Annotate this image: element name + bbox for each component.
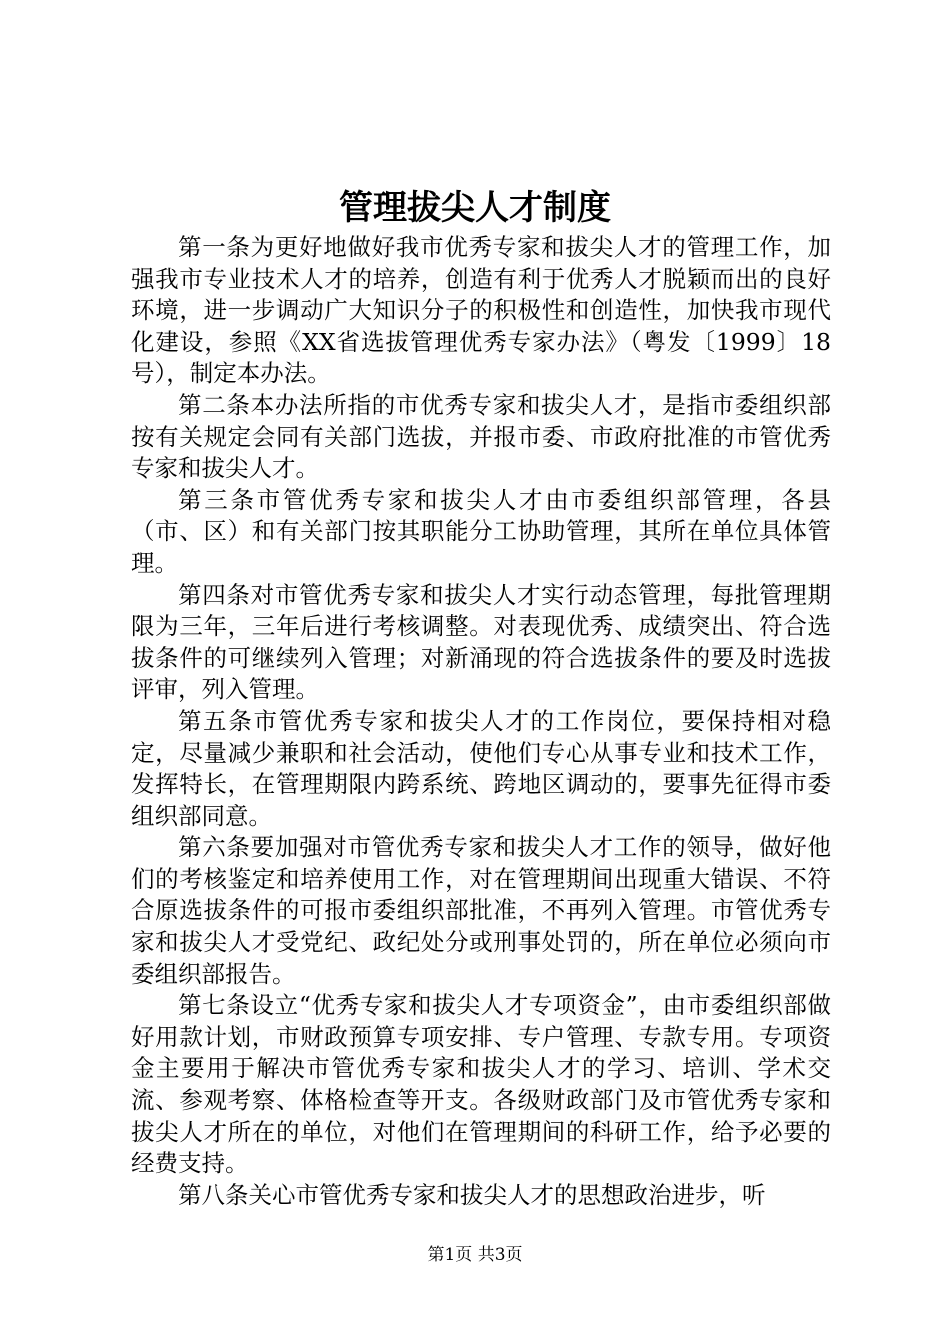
article-3: 第三条市管优秀专家和拔尖人才由市委组织部管理，各县（市、区）和有关部门按其职能分工协助管理，其所在单位具体管理。: [131, 485, 831, 577]
document-body: [131, 232, 831, 1211]
page-footer: [0, 1243, 950, 1267]
page-indicator: 第1页 共3页: [427, 1245, 523, 1265]
article-5: 第五条市管优秀专家和拔尖人才的工作岗位，要保持相对稳定，尽量减少兼职和社会活动，使他们专心从事专业和技术工作，发挥特长，在管理期限内跨系统、跨地区调动的，要事先征得市委组织部同意。: [131, 706, 831, 830]
document-title: 管理拔尖人才制度: [339, 188, 611, 228]
article-1: 第一条为更好地做好我市优秀专家和拔尖人才的管理工作，加强我市专业技术人才的培养，创造有利于优秀人才脱颖而出的良好环境，进一步调动广大知识分子的积极性和创造性，加快我市现代化建设，参照《XX省选拔管理优秀专家办法》（粤发〔1999〕18号），制定本办法。: [131, 233, 831, 388]
article-2: 第二条本办法所指的市优秀专家和拔尖人才，是指市委组织部按有关规定会同有关部门选拔，并报市委、市政府批准的市管优秀专家和拔尖人才。: [131, 390, 831, 483]
article-8: 第八条关心市管优秀专家和拔尖人才的思想政治进步，听: [178, 1180, 766, 1209]
article-6: 第六条要加强对市管优秀专家和拔尖人才工作的领导，做好他们的考核鉴定和培养使用工作，对在管理期间出现重大错误、不符合原选拔条件的可报市委组织部批准，不再列入管理。市管优秀专家和拔尖人才受党纪、政纪处分或刑事处罚的，所在单位必须向市委组织部报告。: [131, 833, 831, 988]
article-4: 第四条对市管优秀专家和拔尖人才实行动态管理，每批管理期限为三年，三年后进行考核调整。对表现优秀、成绩突出、符合选拔条件的可继续列入管理；对新涌现的符合选拔条件的要及时选拔评审，列入管理。: [131, 580, 831, 704]
article-7: 第七条设立“优秀专家和拔尖人才专项资金”，由市委组织部做好用款计划，市财政预算专项安排、专户管理、专款专用。专项资金主要用于解决市管优秀专家和拔尖人才的学习、培训、学术交流、参观考察、体格检查等开支。各级财政部门及市管优秀专家和拔尖人才所在的单位，对他们在管理期间的科研工作，给予必要的经费支持。: [131, 991, 831, 1178]
